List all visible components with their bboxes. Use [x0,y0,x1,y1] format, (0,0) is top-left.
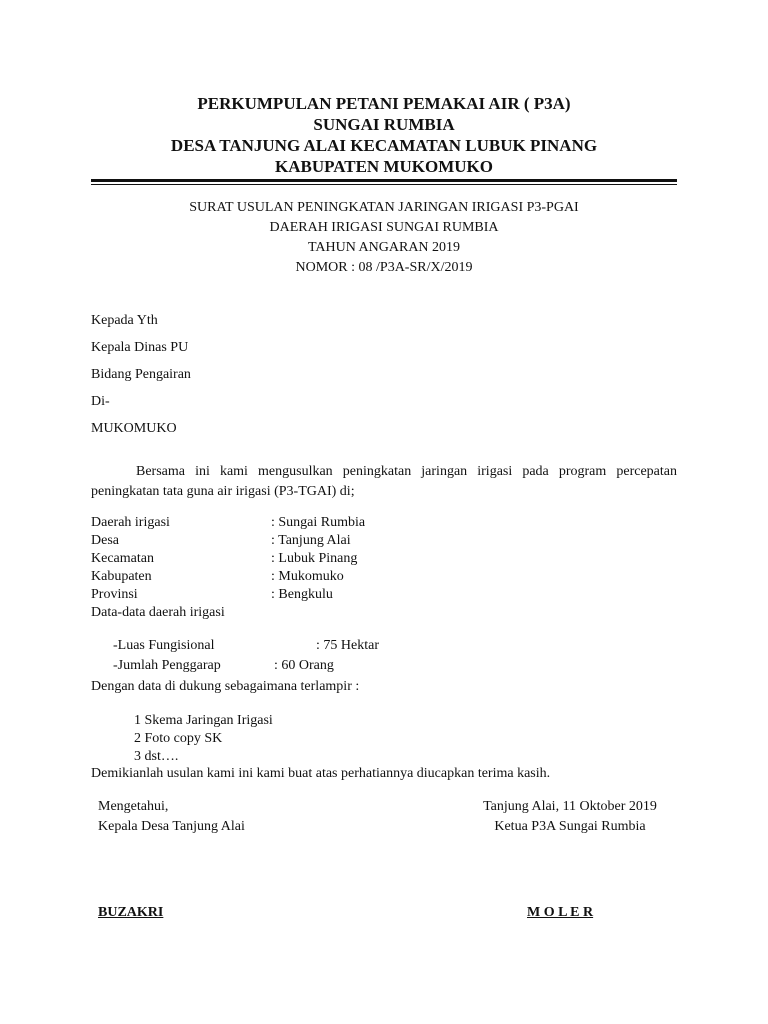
detail-value: : Lubuk Pinang [271,551,358,566]
recipient-to: Kepada Yth [91,313,158,328]
org-village: DESA TANJUNG ALAI KECAMATAN LUBUK PINANG [170,136,598,155]
jumlah-value: : 60 Orang [274,658,334,673]
recipient-city: MUKOMUKO [91,421,177,436]
jumlah-label: -Jumlah Penggarap [113,658,221,673]
recipient-at: Di- [91,394,110,409]
detail-label: Provinsi [91,587,138,602]
place-date: Tanjung Alai, 11 Oktober 2019 [483,799,657,814]
detail-label: Kecamatan [91,551,154,566]
signature-left [98,797,245,837]
subject-line-2: DAERAH IRIGASI SUNGAI RUMBIA [269,220,499,235]
intro-paragraph: Bersama ini kami mengusulkan peningkatan jaringan irigasi pada program percepatan peningkatan tata guna air irigasi (P3-TGAI) di; [91,464,677,499]
luas-label: -Luas Fungisional [113,638,215,653]
detail-row [91,568,491,586]
acknowledged-label: Mengetahui, [98,799,169,814]
detail-label: Kabupaten [91,569,152,584]
detail-row [91,532,491,550]
detail-value: : Sungai Rumbia [271,515,366,530]
detail-value: : Mukomuko [271,569,344,584]
letter-number: NOMOR : 08 /P3A-SR/X/2019 [295,260,473,275]
letterhead-rule-thick [91,179,677,182]
attachment-heading: Dengan data di dukung sebagaimana terlampir : [91,679,360,694]
signature-right [470,797,670,837]
irrigation-details [91,514,491,622]
detail-row [91,586,491,604]
org-regency: KABUPATEN MUKOMUKO [275,157,493,176]
letter-subject [0,198,768,278]
subject-line-1: SURAT USULAN PENINGKATAN JARINGAN IRIGASI P3-PGAI [189,200,579,215]
p3a-chair-name: M O L E R [527,905,594,920]
p3a-chair-title: Ketua P3A Sungai Rumbia [494,819,646,834]
org-subname: SUNGAI RUMBIA [313,115,455,134]
data-heading-text: Data-data daerah irigasi [91,605,225,620]
detail-row [91,550,491,568]
village-head-title: Kepala Desa Tanjung Alai [98,819,245,834]
attachment-list [134,712,273,766]
org-name: PERKUMPULAN PETANI PEMAKAI AIR ( P3A) [197,94,571,113]
data-heading [91,604,491,622]
closing-sentence: Demikianlah usulan kami ini kami buat atas perhatiannya diucapkan terima kasih. [91,766,551,781]
recipient-division: Bidang Pengairan [91,367,191,382]
subject-line-3: TAHUN ANGARAN 2019 [307,240,461,255]
detail-value: : Bengkulu [271,587,333,602]
detail-label: Daerah irigasi [91,515,170,530]
list-item: 3 dst…. [134,749,179,764]
detail-row [91,514,491,532]
letterhead [0,93,768,177]
village-head-name: BUZAKRI [98,905,164,920]
list-item: 1 Skema Jaringan Irigasi [134,713,273,728]
letterhead-rule-thin [91,184,677,185]
detail-label: Desa [91,533,119,548]
recipient-office: Kepala Dinas PU [91,340,189,355]
detail-value: : Tanjung Alai [271,533,351,548]
list-item: 2 Foto copy SK [134,731,223,746]
luas-value: : 75 Hektar [316,638,379,653]
